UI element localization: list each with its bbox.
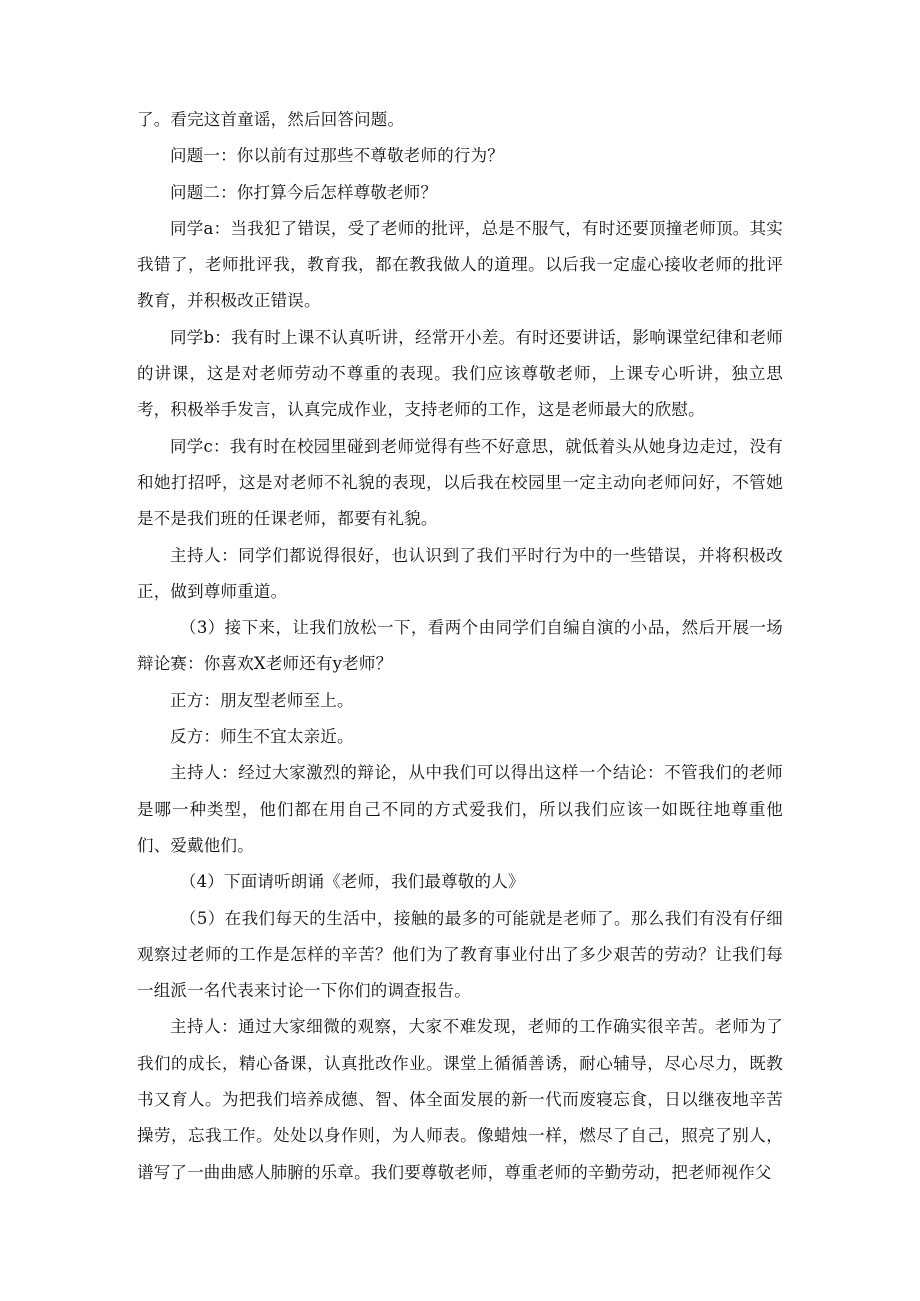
paragraph-student-b: 同学b：我有时上课不认真听讲，经常开小差。有时还要讲话，影响课堂纪律和老师的讲课，这是对老师劳动不尊重的表现。我们应该尊敬老师，上课专心听讲，独立思考，积极举手发言，认真完成作业，支持老师的工作，这是老师最大的欣慰。 (137, 327, 783, 420)
paragraph-continuation: 了。看完这首童谣，然后回答问题。 (137, 110, 405, 129)
paragraph-step-5: （5）在我们每天的生活中，接触的最多的可能就是老师了。那么我们有没有仔细观察过老师的工作是怎样的辛苦？他们为了教育事业付出了多少艰苦的劳动？让我们每一组派一名代表来讨论一下你们的调查报告。 (137, 908, 783, 1001)
paragraph-host-3: 主持人：通过大家细微的观察，大家不难发现，老师的工作确实很辛苦。老师为了我们的成长，精心备课，认真批改作业。课堂上循循善诱，耐心辅导，尽心尽力，既教书又育人。为把我们培养成德、智、体全面发展的新一代而废寝忘食，日以继夜地辛苦操劳，忘我工作。处处以身作则，为人师表。像蜡烛一样，燃尽了自己，照亮了别人，谱写了一曲曲感人肺腑的乐章。我们要尊敬老师，尊重老师的辛勤劳动，把老师视作父 (137, 1017, 783, 1182)
paragraph-student-a: 同学a：当我犯了错误，受了老师的批评，总是不服气，有时还要顶撞老师顶。其实我错了，老师批评我，教育我，都在教我做人的道理。以后我一定虚心接收老师的批评教育，并积极改正错误。 (137, 218, 783, 311)
paragraph-step-4: （4）下面请听朗诵《老师，我们最尊敬的人》 (179, 872, 525, 892)
paragraph-question-one: 问题一：你以前有过那些不尊敬老师的行为？ (170, 146, 504, 166)
paragraph-student-c: 同学c：我有时在校园里碰到老师觉得有些不好意思，就低着头从她身边走过，没有和她打招呼，这是对老师不礼貌的表现，以后我在校园里一定主动向老师问好，不管她是不是我们班的任课老师，都要有礼貌。 (137, 436, 783, 529)
paragraph-affirmative: 正方：朋友型老师至上。 (170, 690, 354, 710)
paragraph-step-3: （3）接下来，让我们放松一下，看两个由同学们自编自演的小品，然后开展一场辩论赛：你喜欢X老师还有y老师？ (137, 618, 783, 674)
document-body (137, 102, 783, 1191)
paragraph-question-two: 问题二：你打算今后怎样尊敬老师？ (170, 182, 438, 202)
paragraph-negative: 反方：师生不宜太亲近。 (170, 727, 354, 747)
paragraph-host-2: 主持人：经过大家激烈的辩论，从中我们可以得出这样一个结论：不管我们的老师是哪一种类型，他们都在用自己不同的方式爱我们，所以我们应该一如既往地尊重他们、爱戴他们。 (137, 763, 783, 855)
paragraph-host-1: 主持人：同学们都说得很好，也认识到了我们平时行为中的一些错误，并将积极改正，做到尊师重道。 (137, 545, 783, 601)
